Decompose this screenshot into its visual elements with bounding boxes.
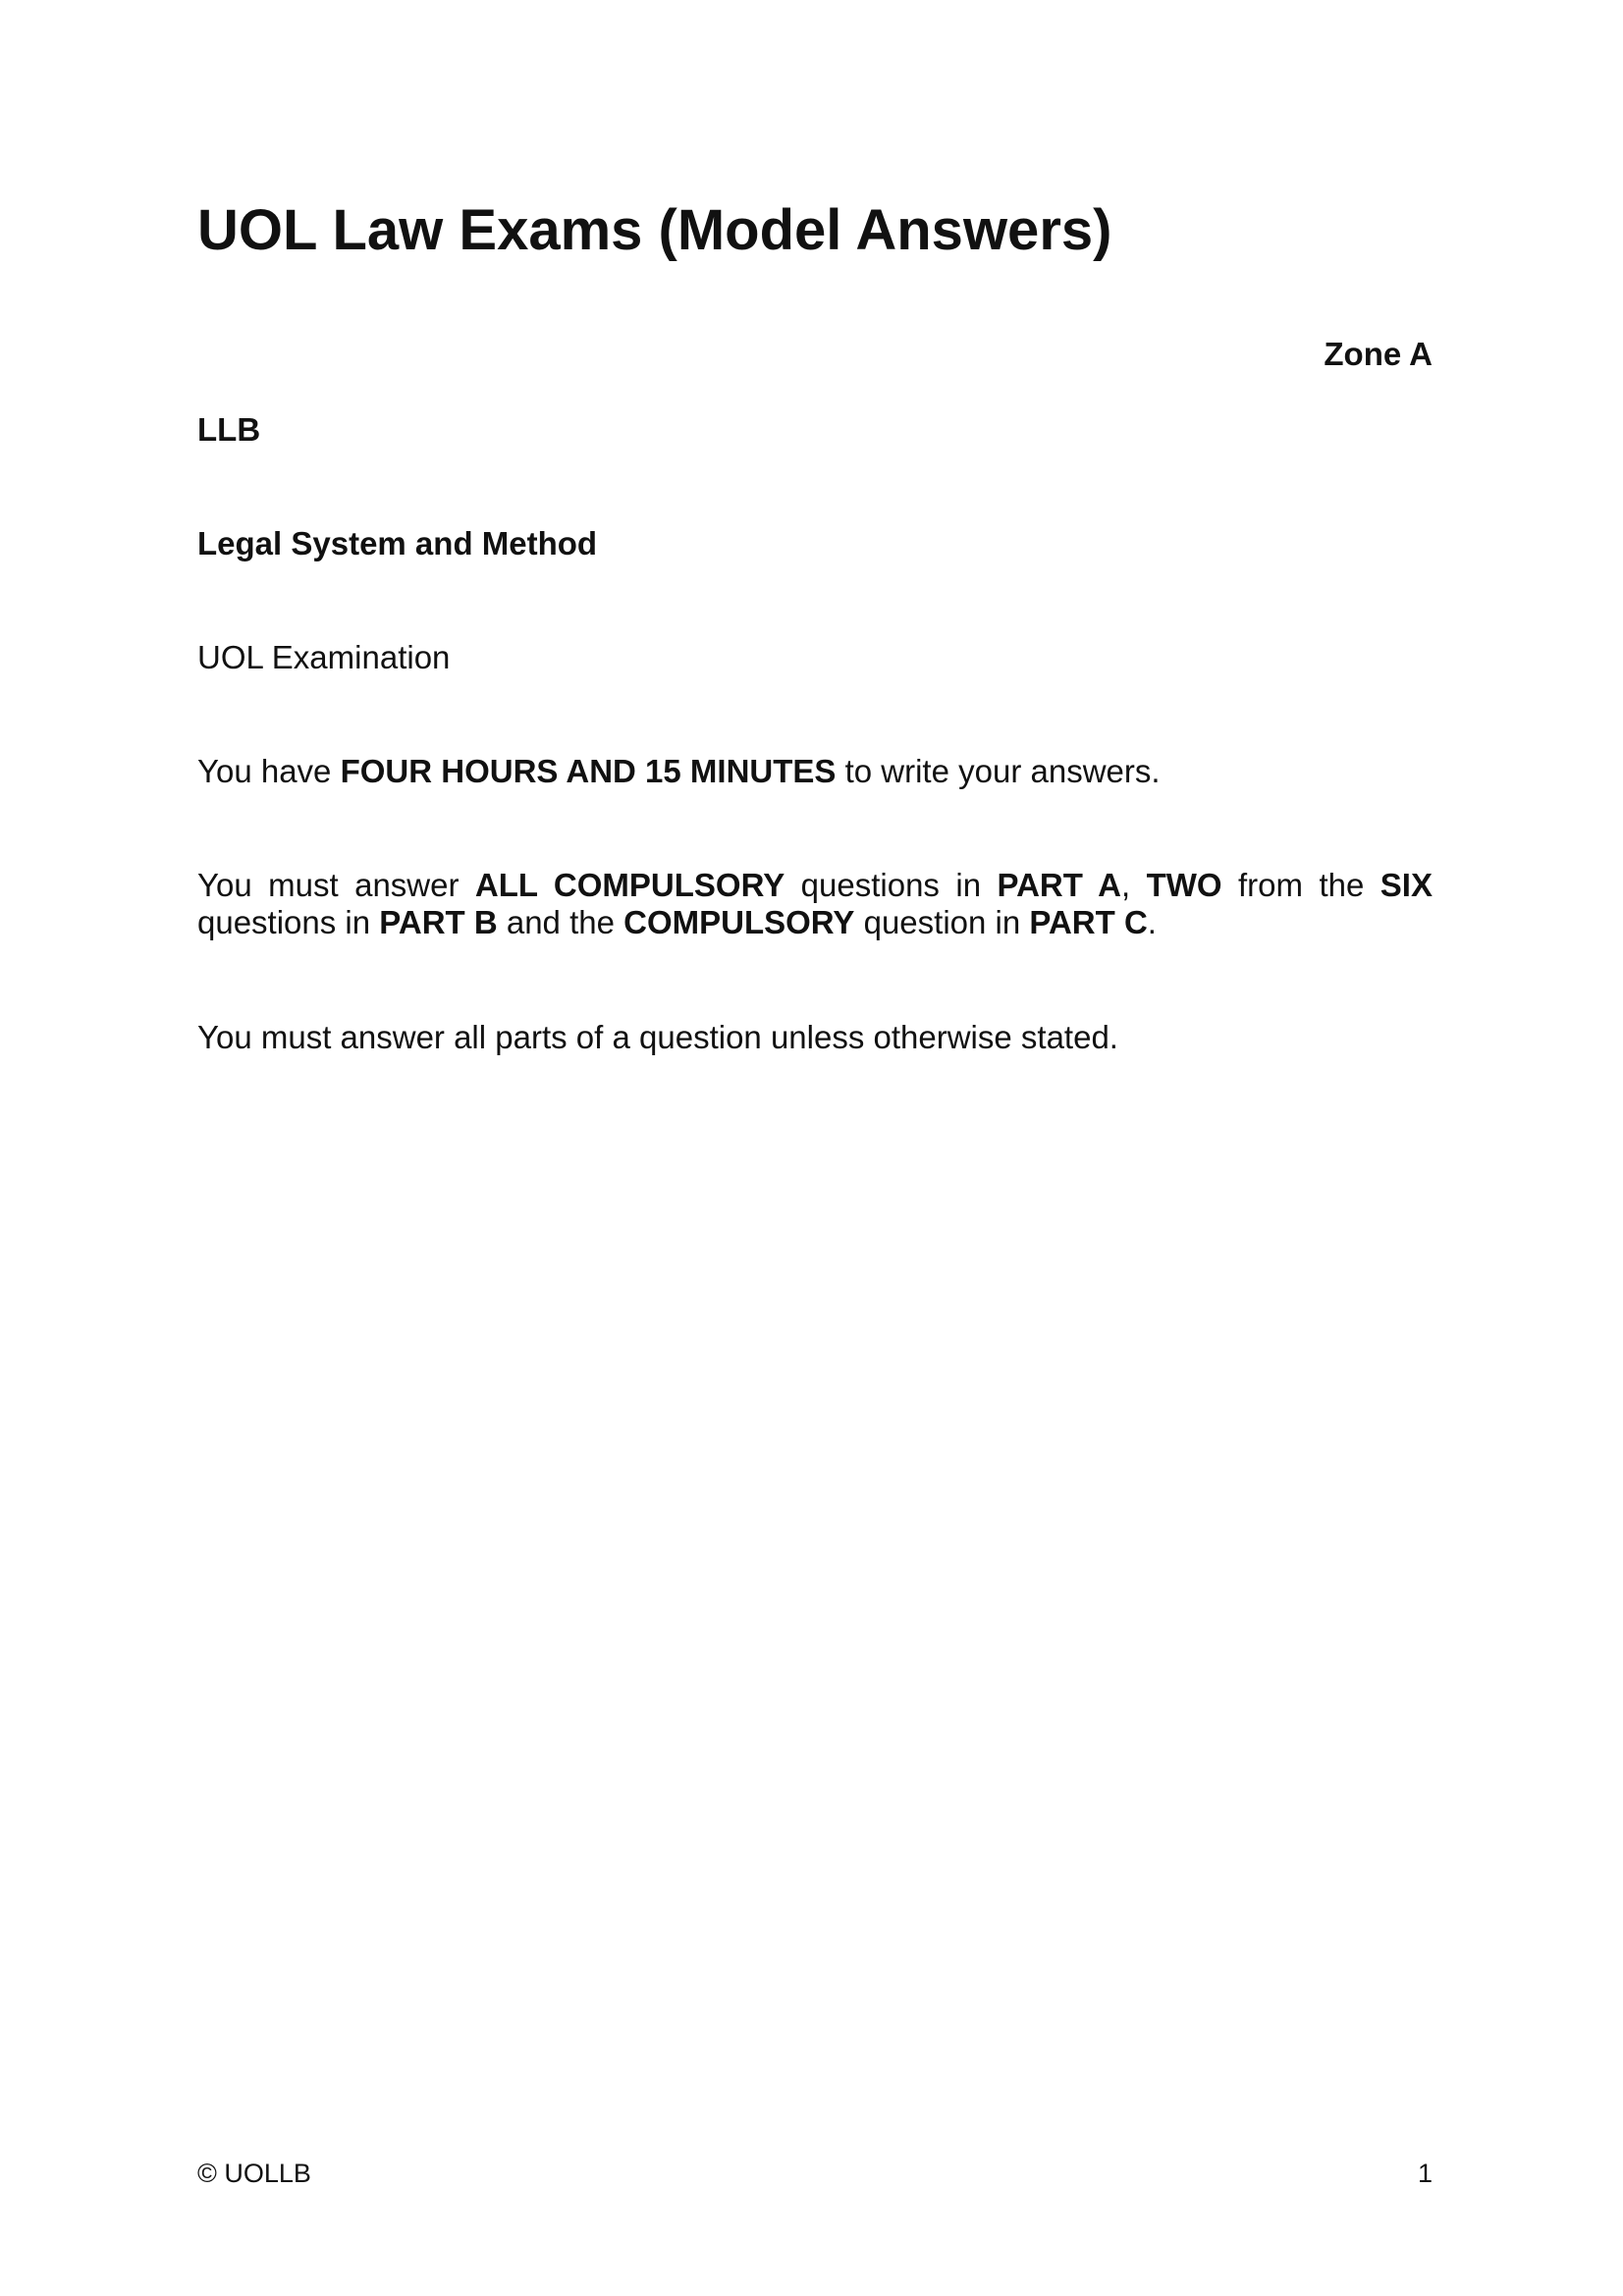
instruction-text: , [1120, 867, 1147, 903]
parts-instruction: You must answer all parts of a question unless otherwise stated. [197, 1019, 1118, 1055]
instruction-emphasis: ALL COMPULSORY [474, 867, 785, 903]
footer-copyright: © UOLLB [197, 2159, 311, 2188]
instruction-emphasis: PART A [997, 867, 1121, 903]
duration-emphasis: FOUR HOURS AND 15 MINUTES [340, 753, 837, 789]
instruction-text: . [1147, 904, 1157, 940]
exam-type-label: UOL Examination [197, 639, 451, 675]
instruction-emphasis: SIX [1380, 867, 1433, 903]
duration-suffix: to write your answers. [836, 753, 1161, 789]
answer-instruction-line-2 [197, 904, 1433, 941]
instruction-text: questions in [784, 867, 998, 903]
instruction-emphasis: TWO [1146, 867, 1222, 903]
instruction-text: questions in [197, 904, 380, 940]
instruction-text: from the [1221, 867, 1380, 903]
duration-prefix: You have [197, 753, 341, 789]
answer-instruction [197, 867, 1433, 941]
instruction-text: You must answer [197, 867, 475, 903]
answer-instruction-line-1 [197, 867, 1433, 904]
instruction-emphasis: PART B [379, 904, 498, 940]
footer-page-number: 1 [1417, 2159, 1433, 2188]
instruction-emphasis: COMPULSORY [623, 904, 855, 940]
duration-instruction [197, 752, 1161, 791]
instruction-emphasis: PART C [1029, 904, 1148, 940]
instruction-text: question in [854, 904, 1030, 940]
subject-label: Legal System and Method [197, 525, 598, 561]
degree-label: LLB [197, 411, 261, 448]
instruction-text: and the [497, 904, 624, 940]
document-title: UOL Law Exams (Model Answers) [197, 198, 1112, 262]
zone-label: Zone A [1324, 336, 1433, 372]
